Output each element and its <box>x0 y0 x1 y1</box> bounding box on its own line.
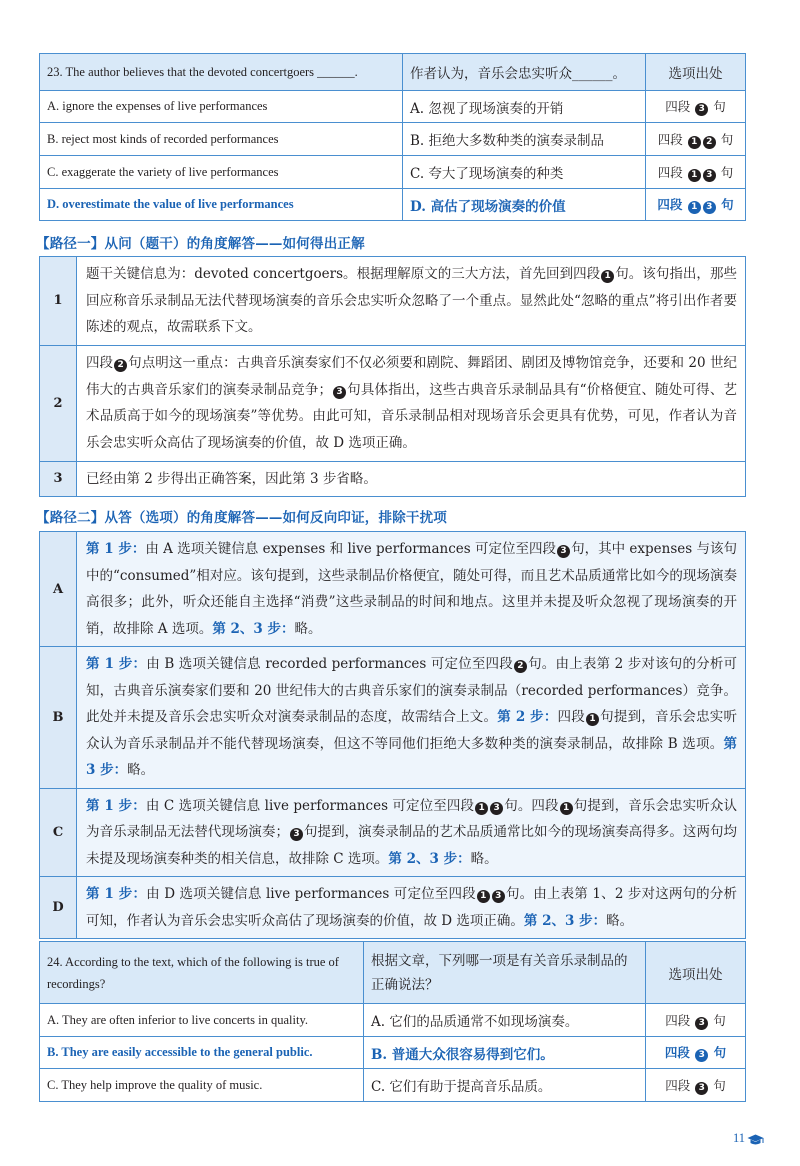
option-source: 四段 1 2 句 <box>646 123 746 156</box>
circled-number-icon: 3 <box>695 1017 708 1030</box>
analysis-text: 第 1 步：由 B 选项关键信息 recorded performances 可定位至四段 2 句。由上表第 2 步对该句的分析可知，古典音乐演奏家们要和 20 世纪伟大的古典音乐家们的演奏录制品（recorded performances）竞争。此处并未提及音乐会忠实听众对演奏录制品的态度，故需结合上文。第 2 步：四段 1 句提到，音乐会忠实听众认为音乐录制品并不能代替现场演奏，但这不等同他们拒绝大多数种类的演奏录制品，故排除 B 选项。第 3 步：略。 <box>77 647 746 789</box>
step-text: 已经由第 2 步得出正确答案，因此第 3 步省略。 <box>77 461 746 497</box>
option-source: 四段 1 3 句 <box>646 189 746 221</box>
route-1-step-1 <box>40 257 746 346</box>
route-2-option-a <box>40 532 746 647</box>
question-23-table <box>39 53 746 221</box>
route-1-heading: 【路径一】从问（题干）的角度解答——如何得出正解 <box>36 236 365 252</box>
route-2-table <box>39 531 746 939</box>
circled-number-icon: 1 <box>475 802 488 815</box>
circled-number-icon: 3 <box>703 201 716 214</box>
option-row-a <box>40 1004 746 1037</box>
circled-number-icon: 1 <box>688 201 701 214</box>
circled-number-icon: 3 <box>490 802 503 815</box>
option-row-c <box>40 1069 746 1102</box>
question-stem-en: 23. The author believes that the devoted concertgoers ______. <box>40 54 403 91</box>
route-1-table <box>39 256 746 497</box>
option-label: A <box>40 532 77 647</box>
option-row-a <box>40 91 746 123</box>
option-text-en: D. overestimate the value of live performances <box>40 189 403 221</box>
source-column-header: 选项出处 <box>646 942 746 1004</box>
option-text-zh: D. 高估了现场演奏的价值 <box>403 189 646 221</box>
circled-number-icon: 1 <box>601 270 614 283</box>
circled-number-icon: 3 <box>333 386 346 399</box>
option-row-d-correct <box>40 189 746 221</box>
circled-number-icon: 1 <box>688 169 701 182</box>
option-row-b <box>40 123 746 156</box>
circled-number-icon: 3 <box>695 103 708 116</box>
circled-number-icon: 1 <box>477 890 490 903</box>
option-row-c <box>40 156 746 189</box>
table-header-row <box>40 54 746 91</box>
option-text-zh: C. 夸大了现场演奏的种类 <box>403 156 646 189</box>
circled-number-icon: 2 <box>514 660 527 673</box>
step-number: 3 <box>40 461 77 497</box>
step-text: 四段 2 句点明这一重点：古典音乐演奏家们不仅必须要和剧院、舞蹈团、剧团及博物馆竞争，还要和 20 世纪伟大的古典音乐家们的演奏录制品竞争； 3 句具体指出，这些古典音乐录制品具有“价格便宜、随处可得、艺术品质高于如今的现场演奏”等优势。由此可知，音乐录制品相对现场音乐会更具有优势，可见，作者认为音乐会忠实听众高估了现场演奏的价值，故 D 选项正确。 <box>77 345 746 461</box>
route-2-option-c <box>40 788 746 877</box>
option-text-en: B. They are easily accessible to the general public. <box>40 1037 364 1069</box>
graduation-cap-icon <box>747 1134 764 1146</box>
circled-number-icon: 3 <box>695 1049 708 1062</box>
route-2-heading: 【路径二】从答（选项）的角度解答——如何反向印证，排除干扰项 <box>36 510 447 526</box>
question-stem-en: 24. According to the text, which of the following is true of recordings? <box>40 942 364 1004</box>
step-number: 2 <box>40 345 77 461</box>
table-header-row <box>40 942 746 1004</box>
circled-number-icon: 3 <box>290 828 303 841</box>
circled-number-icon: 1 <box>586 713 599 726</box>
analysis-text: 第 1 步：由 D 选项关键信息 live performances 可定位至四段 1 3 句。由上表第 1、2 步对这两句的分析可知，作者认为音乐会忠实听众高估了现场演奏的价值，故 D 选项正确。第 2、3 步：略。 <box>77 877 746 939</box>
option-source: 四段 1 3 句 <box>646 156 746 189</box>
option-text-en: C. They help improve the quality of music. <box>40 1069 364 1102</box>
circled-number-icon: 3 <box>557 545 570 558</box>
option-text-en: C. exaggerate the variety of live performances <box>40 156 403 189</box>
option-text-zh: C. 它们有助于提高音乐品质。 <box>364 1069 646 1102</box>
option-text-en: A. They are often inferior to live concerts in quality. <box>40 1004 364 1037</box>
circled-number-icon: 1 <box>560 802 573 815</box>
option-source: 四段 3 句 <box>646 1004 746 1037</box>
question-24-table <box>39 941 746 1102</box>
route-2-option-d <box>40 877 746 939</box>
option-label: C <box>40 788 77 877</box>
option-label: D <box>40 877 77 939</box>
circled-number-icon: 1 <box>688 136 701 149</box>
circled-number-icon: 2 <box>114 359 127 372</box>
route-2-option-b <box>40 647 746 789</box>
question-stem-zh: 作者认为，音乐会忠实听众______。 <box>403 54 646 91</box>
route-1-step-3 <box>40 461 746 497</box>
option-source: 四段 3 句 <box>646 1037 746 1069</box>
option-text-zh: A. 忽视了现场演奏的开销 <box>403 91 646 123</box>
page-number: 11 <box>732 1131 745 1145</box>
analysis-text: 第 1 步：由 A 选项关键信息 expenses 和 live performances 可定位至四段 3 句，其中 expenses 与该句中的“consumed”相对应。该句提到，这些录制品价格便宜，随处可得，而且艺术品质通常比如今的现场演奏高很多；此外，听众还能自主选择“消费”这些录制品的时间和地点。这里并未提及听众忽视了现场演奏的开销，故排除 A 选项。第 2、3 步：略。 <box>77 532 746 647</box>
analysis-text: 第 1 步：由 C 选项关键信息 live performances 可定位至四段 1 3 句。四段 1 句提到，音乐会忠实听众认为音乐录制品无法替代现场演奏； 3 句提到，演奏录制品的艺术品质通常比如今的现场演奏高得多。这两句均未提及现场演奏种类的相关信息，故排除 C 选项。第 2、3 步：略。 <box>77 788 746 877</box>
option-text-zh: A. 它们的品质通常不如现场演奏。 <box>364 1004 646 1037</box>
option-row-b-correct <box>40 1037 746 1069</box>
step-number: 1 <box>40 257 77 346</box>
route-1-step-2 <box>40 345 746 461</box>
circled-number-icon: 2 <box>703 136 716 149</box>
circled-number-icon: 3 <box>492 890 505 903</box>
option-text-zh: B. 拒绝大多数种类的演奏录制品 <box>403 123 646 156</box>
option-text-zh: B. 普通大众很容易得到它们。 <box>364 1037 646 1069</box>
source-column-header: 选项出处 <box>646 54 746 91</box>
step-text: 题干关键信息为：devoted concertgoers。根据理解原文的三大方法，首先回到四段 1 句。该句指出，那些回应称音乐录制品无法代替现场演奏的音乐会忠实听众忽略了一个重点。显然此处“忽略的重点”将引出作者要陈述的观点，故需联系下文。 <box>77 257 746 346</box>
option-source: 四段 3 句 <box>646 91 746 123</box>
circled-number-icon: 3 <box>703 169 716 182</box>
option-text-en: A. ignore the expenses of live performances <box>40 91 403 123</box>
option-source: 四段 3 句 <box>646 1069 746 1102</box>
option-text-en: B. reject most kinds of recorded performances <box>40 123 403 156</box>
question-stem-zh: 根据文章，下列哪一项是有关音乐录制品的正确说法？ <box>364 942 646 1004</box>
circled-number-icon: 3 <box>695 1082 708 1095</box>
option-label: B <box>40 647 77 789</box>
